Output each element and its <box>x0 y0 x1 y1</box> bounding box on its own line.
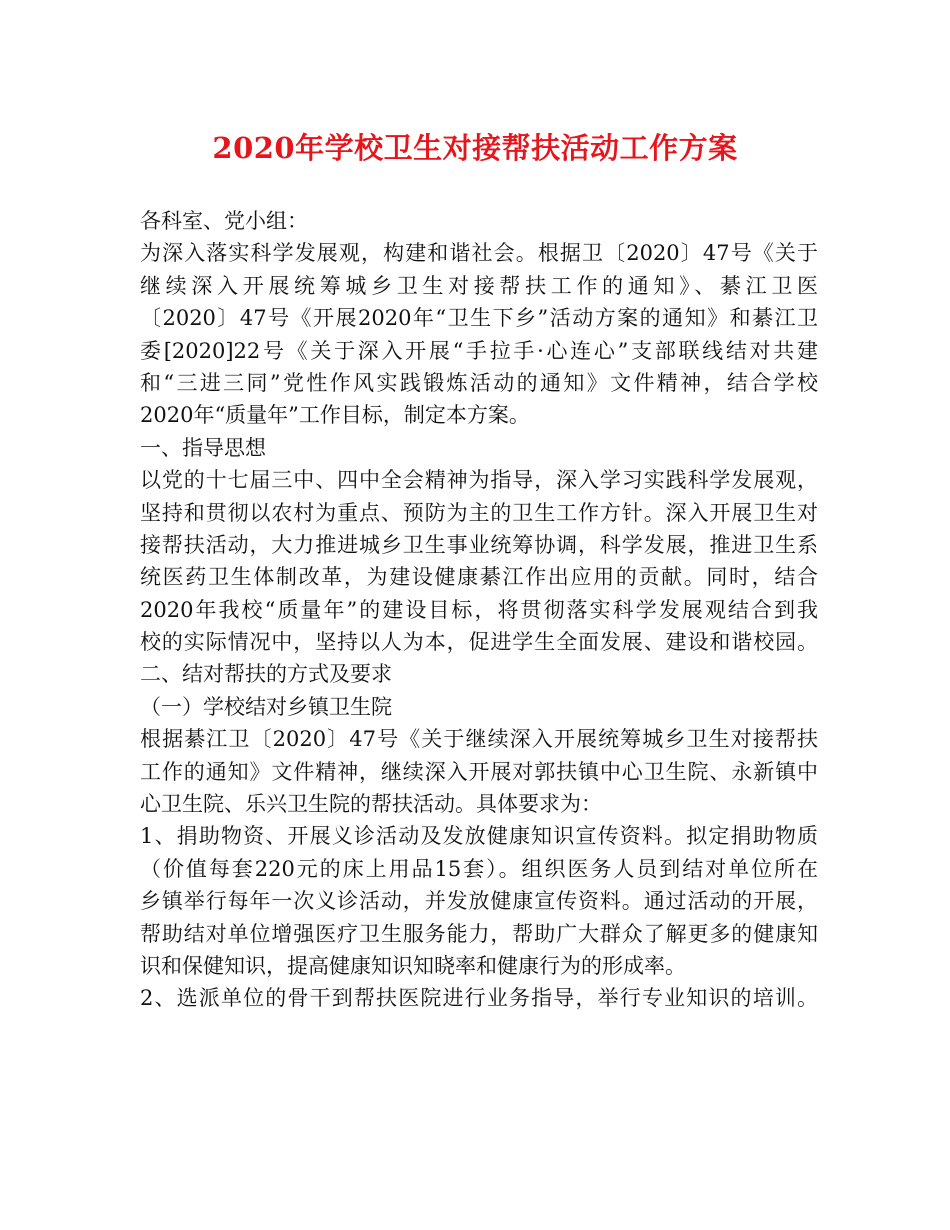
text-line: 二、结对帮扶的方式及要求 <box>140 662 392 687</box>
text-line: 一、指导思想 <box>140 435 266 460</box>
text-line: （价值每套220元的床上用品15套）。组织医务人员到结对单位所在 <box>140 856 818 881</box>
text-line: 1、捐助物资、开展义诊活动及发放健康知识宣传资料。拟定捐助物质 <box>140 824 818 849</box>
text-line: 校的实际情况中，坚持以人为本，促进学生全面发展、建设和谐校园。 <box>140 630 818 655</box>
text-line: 2、选派单位的骨干到帮扶医院进行业务指导，举行专业知识的培训。 <box>140 986 818 1011</box>
text-line: 继续深入开展统筹城乡卫生对接帮扶工作的通知》、綦江卫医 <box>140 273 818 298</box>
text-line: （一）学校结对乡镇卫生院 <box>140 694 392 719</box>
text-line: 委[2020]22号《关于深入开展“手拉手·心连心”支部联线结对共建 <box>140 338 818 363</box>
text-line: 帮助结对单位增强医疗卫生服务能力，帮助广大群众了解更多的健康知 <box>140 921 818 946</box>
text-line: 工作的通知》文件精神，继续深入开展对郭扶镇中心卫生院、永新镇中 <box>140 759 818 784</box>
text-line: 以党的十七届三中、四中全会精神为指导，深入学习实践科学发展观， <box>140 468 818 493</box>
text-line: 坚持和贯彻以农村为重点、预防为主的卫生工作方针。深入开展卫生对 <box>140 500 818 525</box>
text-line: 〔2020〕47号《开展2020年“卫生下乡”活动方案的通知》和綦江卫 <box>140 306 818 331</box>
text-line: 2020年我校“质量年”的建设目标，将贯彻落实科学发展观结合到我 <box>140 597 818 622</box>
text-line: 接帮扶活动，大力推进城乡卫生事业统筹协调，科学发展，推进卫生系 <box>140 532 818 557</box>
text-line: 统医药卫生体制改革，为建设健康綦江作出应用的贡献。同时，结合 <box>140 565 818 590</box>
text-line: 根据綦江卫〔2020〕47号《关于继续深入开展统筹城乡卫生对接帮扶 <box>140 727 818 752</box>
text-line: 为深入落实科学发展观，构建和谐社会。根据卫〔2020〕47号《关于 <box>140 241 818 266</box>
text-line: 2020年“质量年”工作目标，制定本方案。 <box>140 403 530 428</box>
text-line: 各科室、党小组： <box>140 209 308 233</box>
text-line: 心卫生院、乐兴卫生院的帮扶活动。具体要求为： <box>140 792 602 817</box>
text-line: 和“三进三同”党性作风实践锻炼活动的通知》文件精神，结合学校 <box>140 370 818 395</box>
text-line: 识和保健知识，提高健康知识知晓率和健康行为的形成率。 <box>140 953 686 978</box>
document-body <box>140 205 818 1015</box>
text-line: 乡镇举行每年一次义诊活动，并发放健康宣传资料。通过活动的开展， <box>140 889 818 914</box>
document-title: 2020年学校卫生对接帮扶活动工作方案 <box>212 131 738 165</box>
